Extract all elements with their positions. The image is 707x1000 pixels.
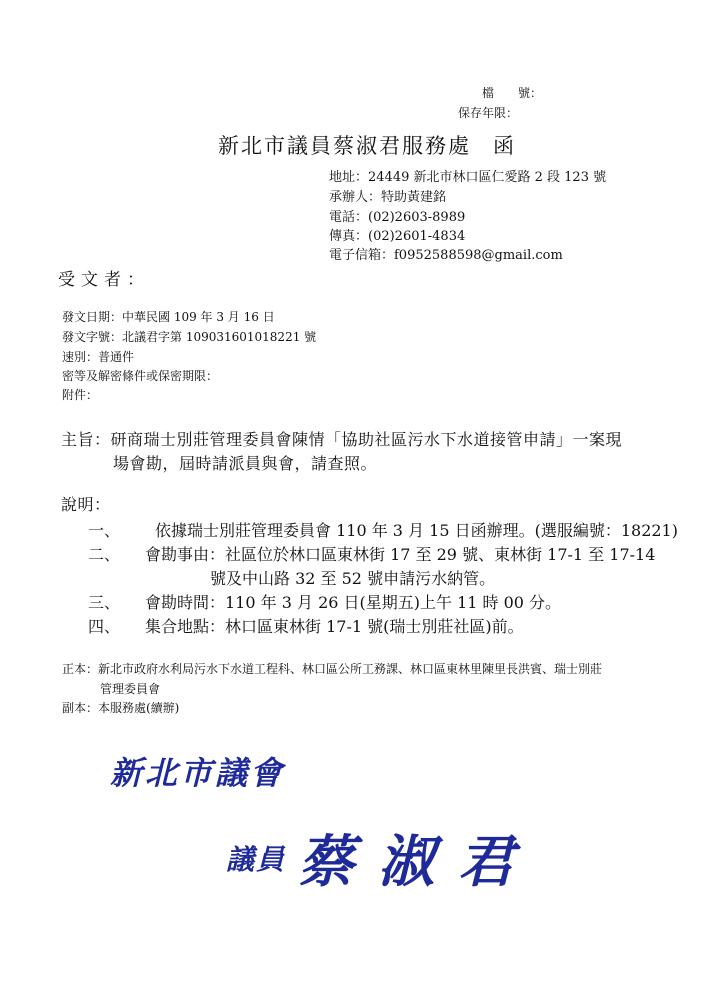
title-doc-type: 函	[493, 134, 516, 158]
explanation-item-number: 二、	[88, 545, 121, 564]
explanation-item-text: 會勘時間：110 年 3 月 26 日(星期五)上午 11 時 00 分。	[145, 593, 562, 612]
contact-address: 地址：24449 新北市林口區仁愛路 2 段 123 號	[329, 170, 607, 185]
file-number-label: 檔 號：	[482, 86, 543, 100]
attachment-label: 附件：	[62, 388, 99, 402]
contact-email: 電子信箱：f0952588598@gmail.com	[329, 248, 563, 263]
reference-number: 發文字號：北議君字第 109031601018221 號	[62, 330, 317, 344]
explanation-item-text: 集合地點：林口區東林街 17-1 號(瑞士別莊社區)前。	[145, 617, 524, 636]
explanation-item-number: 一、	[88, 521, 121, 540]
contact-handler: 承辦人：特助黃建銘	[329, 190, 447, 205]
explanation-item-number: 三、	[88, 593, 121, 612]
seal-signature-name: 蔡淑君	[298, 830, 538, 895]
issue-date: 發文日期：中華民國 109 年 3 月 16 日	[62, 310, 275, 324]
retention-period-label: 保存年限：	[458, 106, 519, 120]
explanation-item-text: 會勘事由：社區位於林口區東林街 17 至 29 號、東林街 17-1 至 17-14	[145, 545, 656, 564]
recipient-label: 受文者：	[58, 270, 150, 290]
explanation-label: 說明：	[61, 495, 111, 514]
subject-line-2: 場會勘，屆時請派員與會，請查照。	[113, 454, 378, 473]
subject-line-1: 主旨：研商瑞士別莊管理委員會陳情「協助社區污水下水道接管申請」一案現	[61, 430, 623, 449]
distribution-main-line-2: 管理委員會	[100, 682, 161, 696]
distribution-main-line-1: 正本：新北市政府水利局污水下水道工程科、林口區公所工務課、林口區東林里陳里長洪賓、瑞士別莊	[62, 662, 603, 676]
contact-fax: 傳真：(02)2601-4834	[329, 229, 466, 244]
contact-phone: 電話：(02)2603-8989	[329, 210, 466, 225]
seal-council-name: 新北市議會	[110, 754, 286, 792]
document-title	[218, 130, 516, 160]
distribution-copy: 副本：本服務處(續辦)	[62, 701, 180, 715]
secrecy-level: 密等及解密條件或保密期限：	[62, 369, 219, 383]
delivery-speed: 速別：普通件	[62, 350, 135, 364]
title-org: 新北市議員蔡淑君服務處	[218, 134, 471, 158]
explanation-item-text: 依據瑞士別莊管理委員會 110 年 3 月 15 日函辦理。(選服編號：18221)	[155, 521, 678, 540]
seal-title: 議員	[226, 843, 287, 876]
explanation-item-number: 四、	[88, 617, 121, 636]
explanation-item-continuation: 號及中山路 32 至 52 號申請污水納管。	[210, 569, 496, 588]
